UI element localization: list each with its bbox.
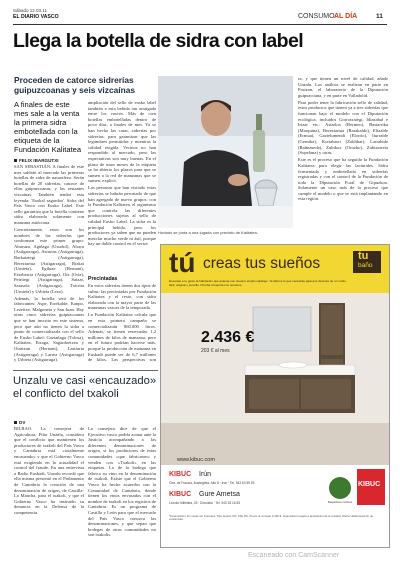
sidra-person-photo: [158, 76, 293, 228]
article1-paragraph: La Fundación Kalitatea calcula que en esta primera campaña se comercializarán 860.000 litros. Además, se tienen reservadas 1,2 millones de kilos de manzana, pero en el futuro podrían hacerse más, porque la producción de manzana en Euskadi puede ser de 6,7 millones de kilos. Las perspectivas son: [88, 312, 156, 363]
article2-col1: [14, 426, 84, 544]
camscanner-watermark: Escaneado con CamScanner: [248, 552, 340, 559]
article1-paragraph: Además, la botella será de los fabricantes: Aspe, Errekalde, Kanpo, Lezeitxe, Malgoneta y San Juan. Hay otras cinco sidrerías guipuzcoanas que se han inscrito en este sistema, pero que aún no tienen la sidra a punto de comercializarla con el sello de Eusko Label: Gaztañaga (Tolosa), Kalitatea, Eizaga, Sagardoetxea y Oiartzun (Hernani), Lastarria (Astigarraga) y Larrea (Astigarraga) y Urbieta (Astigarraga).: [14, 295, 84, 362]
article1-paragraph: Concretamente, estos son los nombres de las sidrerías que conforman este primer grupo: Aburuza, Agiñaga (Usurbil), Alorra (Astigarraga), Asturias (Astigarraga), Barkaiztegi (Astigarraga), Bereziartua (Astigarraga), Bizkai (Urnieta), Egiluze (Hernani), Etxeberria (Astigarraga), Oiz (Oria), Petritegi (Astigarraga), Saizar, Sarasola (Astigarraga), Txirrita (Urnieta) y Urbieta (Lezo).: [14, 227, 84, 294]
ad-website: www.kibuc.com: [177, 457, 215, 463]
ad-badge: [329, 477, 351, 499]
article1-paragraph: Este es el proceso que ha seguido la Fundación Kalitatea para elegir las lacturales. Sidra fermentada y embotellada en sidrerías registradas y con el control de la Fundación de toda la Diputación Foral de Gipuzkoa. Solamente un caso más de la proceso que cumple el modelo o que se está implantando en esta región.: [298, 157, 388, 202]
header-paper: EL DIARIO VASCO: [13, 14, 59, 20]
article1-deck: Proceden de catorce sidrerías guipuzcoanas y seis vizcaínas: [14, 75, 136, 95]
article1-subhead: Precintadas: [88, 276, 118, 282]
article1-lede: A finales de este mes sale a la venta la primera sidra embotellada con la etiqueta de la Fundación Kalitatea: [14, 100, 82, 154]
ad-legal: *Financiación 12 meses sin intereses. Tipo deudor 0%. TAE 0%. Precio al contado 2.436 €. Financiación sujeta a aprobación de la entidad. Oferta válida hasta fin de existencias.: [169, 514, 374, 522]
article1-byline: [14, 158, 59, 163]
byline-square-icon: [14, 421, 17, 424]
ad-store1-brand: KIBUC: [169, 471, 192, 478]
article2-headline: Unzalu ve casi «encauzado» el conflicto del txakoli: [13, 375, 157, 401]
kibuc-advertisement[interactable]: [160, 244, 390, 548]
article2-col2: [88, 426, 156, 544]
article1-col2-lower: [88, 283, 156, 363]
ad-store2-city: Gure Ametsa: [199, 491, 240, 498]
article1-paragraph: Las personas que han visitado estas sidrerías se habrán percatado de que han agregado de nuevo grupos: con la Fundación Kalitatea, el organismo que controla las diferentes producciones sujetas al sello de calidad Eusko Label. La sidra es la principal bebida, pero los productores ya saben que no pueden mezclar mucho verde ni ásil, porque hay un doble control en el sector.: [88, 185, 156, 247]
ad-store2-brand: KIBUC: [169, 491, 192, 498]
article2-paragraph: La consejera dice de que el Ejecutivo vasco podría actuar ante la Justicia acompañando a las diferentes denominaciones de origen, si los productores de estas comunidades «que fabricaron» y venden con «Txakoli» en las etiquetas. Lo de la bodega que fabrica su vino en la denominación de txakoli. Existe que el Gobierno Vasco ha hecho acuerdos con la Comunidad de Cantabria, donde tienen los vinos envasados con el nombre de txakoli en los registros de Cantabria. Es un programa de Castilla y León para que el mercado del País Vasco conozca las denominaciones, y que sepan que bodegas de otras comunidades no son txakolis.: [88, 426, 156, 538]
article1-paragraph: SAN SEBASTIÁN. A finales de este mes saldrán al mercado las primeras botellas de sidra de naturaleza. Serán botellas de 20 sidrerías, catorce de ellas guipuzcoanas, y las restantes vizcaínas. También tendrá esta leyenda: 'Euskal sagardoa'. Sidra del País Vasco con Eusko Label. Este sello garantiza que la botella contiene sidra elaborada solamente con manzana autóctona.: [14, 164, 84, 225]
ad-fineprint: Decórate a tu gusto la habitación que quieras con nuestro amplio catálogo. Te damos lo que necesitas para que decores de un modo fácil, original y sencillo. Prueba a hacerla con nosotros.: [169, 279, 346, 287]
header-date: Sábado 12.03.11: [13, 8, 47, 13]
bathroom-furniture-image: [161, 293, 389, 465]
article1-col-right: [298, 76, 388, 236]
article1-col2: [88, 100, 156, 268]
article2-byline-name: DV: [19, 420, 26, 425]
article1-paragraph: ra, y que tienen un nivel de calidad, añade Unzalu. Los análisis se realizan en parte en Fruizon, el laboratorio de la Diputación guipuzcoana, y en parte en Valladolid.: [298, 76, 388, 98]
article1-paragraph: ampliación del sello de eusko label también a esta bebida tan arraigada entre los vascos. Más de cien botellas embotelladas dentro de poco días, a finales de mes. Ya se han hecho las catas, sidrerías por sidrerías, para garantizar que las legumbres permitidas y mientras la calidad exigida. Vecinos no han respondido al mercado, pero las expectativas son muy buenas. En el plazo de unos meses de la etiqueta se ha abierto los plazos para que se sumen a la red de manzanas que se sumen, explicó.: [88, 100, 156, 184]
header-section: CONSUMO: [298, 13, 335, 20]
header-page-number: 11: [376, 13, 383, 20]
article1-paragraph: En estos sidrerías tienen dos tipos de cubas: las precintadas por Fundación Kalitatea y el resto, con sidra elaborada con la mayor parte de las manzanas vascas de la temporada.: [88, 283, 156, 311]
header-subsection: AL DÍA: [334, 13, 358, 20]
header-rule: [13, 24, 387, 25]
ad-price: 2.436 €: [201, 329, 255, 346]
article2-byline: [14, 420, 25, 425]
ad-badge-text: Requisitos mínimos: [327, 500, 353, 504]
article-divider: [13, 370, 158, 371]
ad-tag-bano: baño: [358, 262, 373, 269]
ad-tag-tu: tu: [358, 250, 369, 262]
article1-photo-caption: Hurtado se junta a una lugada con precinto de Kalitatea.: [158, 230, 258, 235]
article1-headline: Llega la botella de sidra con label: [13, 30, 304, 52]
ad-headline-suenos: creas tus sueños: [203, 255, 321, 272]
article2-paragraph: BILBAO. La consejera de Agricultura, Pilar Unzalu, considera que el conflicto que mantienen los productores de txakoli del País Vasco y Cantabria está «totalmente encauzado» y que el Gobierno Vasco está exigiendo en la actualidad el control del fraude. En una entrevista a Radio Euskadi, Unzalu recordó que ella misma presentó en el Parlamento de Cantabria la creación de una denominación de origen, de Castilla-La Mancha, para el txakoli, y que el Gobierno Vasco ha instruido su denuncia en la Defensa de la competencia.: [14, 426, 84, 515]
ad-price-note: 203 € al mes: [201, 348, 230, 354]
kibuc-logo-text: KIBUC: [358, 481, 381, 488]
article1-photo: [158, 76, 293, 228]
ad-bathroom-photo: [161, 293, 389, 465]
article1-paragraph: Para poder tener la fabricación sello de calidad, estos productos que tienen ya a tres sidrerías que funcionan bajo el modelo con el Diputación ecológica, incluidos Gorrotxategi, Idiazabal e Irizar etc.: Astarloa (Bermeo), Bastarrika (Marquina), Bereziartua (Barakaldo), Elizalde (Ermua), Gaztelumendi (Elorrio), Iturralde (Gernika), Kortabarri (Zaldibar), Larrabide (Balmaseda), Zubikoa (Orozko), Zubizarreta (Sopelana) y otras.: [298, 99, 388, 156]
article1-byline-name: FELIX IBARGUTXI: [19, 158, 59, 163]
ad-store1-city: Irún: [199, 471, 212, 478]
ad-store1-address: Ctra. de Francia, Ikaztegieta, Alto 8 · Irun · Tel. 943 63 59 59: [169, 481, 255, 485]
byline-square-icon: [14, 159, 17, 162]
ad-store2-address: Lezoko Ibilbidea, 33 · Donostia · Tel. 943 33 16 83: [169, 501, 240, 505]
article1-col1: [14, 164, 84, 362]
ad-headline-tu: tú: [169, 247, 196, 278]
